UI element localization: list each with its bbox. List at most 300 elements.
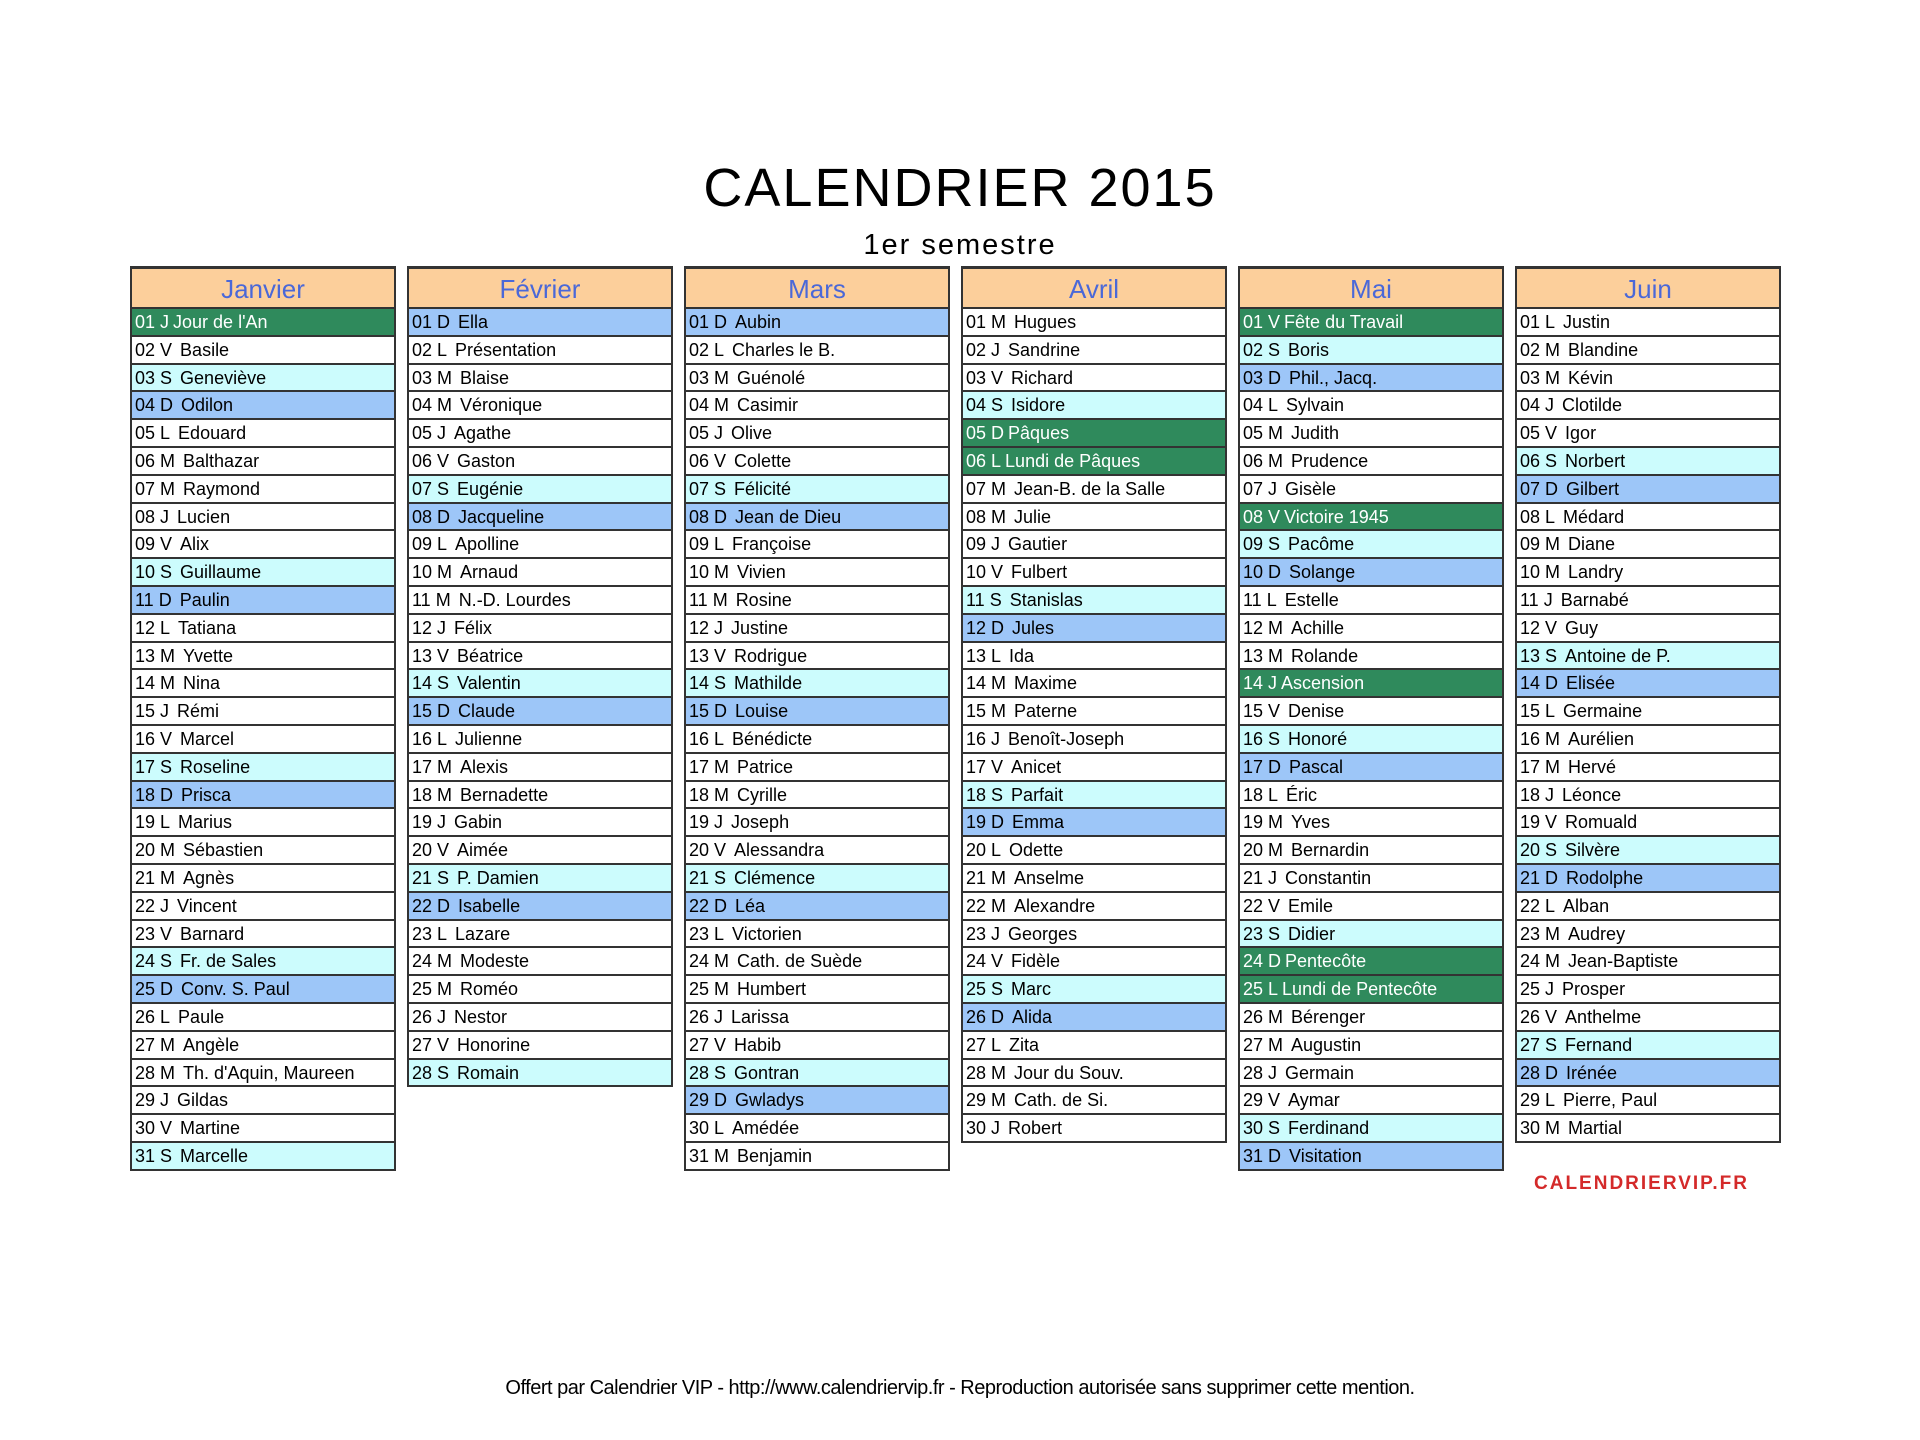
- day-saint-name: Romuald: [1565, 812, 1638, 833]
- day-row: [409, 921, 671, 949]
- day-saint-name: Jean-Baptiste: [1568, 951, 1679, 972]
- day-number: 04: [966, 395, 987, 416]
- day-row: [1517, 809, 1779, 837]
- day-saint-name: Bénédicte: [732, 728, 813, 749]
- day-saint-name: Guillaume: [180, 562, 262, 583]
- day-number: 13: [1520, 645, 1541, 666]
- day-number: 23: [966, 923, 987, 944]
- month-1: [407, 266, 673, 1087]
- day-saint-name: Mathilde: [734, 673, 803, 694]
- day-number: 18: [1520, 784, 1541, 805]
- day-row: [1240, 476, 1502, 504]
- day-saint-name: Félicité: [734, 478, 792, 499]
- day-saint-name: Th. d'Aquin, Maureen: [183, 1062, 355, 1083]
- day-weekday: S: [1268, 534, 1281, 555]
- day-weekday: L: [437, 534, 448, 555]
- day-row: [686, 643, 948, 671]
- day-row: [409, 559, 671, 587]
- day-row: [132, 309, 394, 337]
- day-number: 24: [135, 951, 156, 972]
- day-row: [132, 1060, 394, 1088]
- day-weekday: D: [714, 1090, 728, 1111]
- day-row: [1517, 1060, 1779, 1088]
- day-number: 28: [135, 1062, 156, 1083]
- day-weekday: S: [1545, 1034, 1558, 1055]
- day-row: [132, 1004, 394, 1032]
- day-saint-name: Sylvain: [1286, 395, 1345, 416]
- day-row: [409, 809, 671, 837]
- day-row: [409, 1032, 671, 1060]
- day-saint-name: Igor: [1565, 423, 1597, 444]
- day-saint-name: Rodolphe: [1566, 867, 1644, 888]
- day-weekday: S: [1268, 339, 1281, 360]
- day-saint-name: Médard: [1563, 506, 1625, 527]
- day-saint-name: Aurélien: [1568, 728, 1635, 749]
- day-number: 08: [412, 506, 433, 527]
- day-weekday: J: [1545, 395, 1555, 416]
- day-saint-name: Pierre, Paul: [1563, 1090, 1658, 1111]
- day-row: [963, 726, 1225, 754]
- day-number: 31: [689, 1145, 710, 1166]
- day-row: [1517, 1115, 1779, 1143]
- day-saint-name: Rodrigue: [734, 645, 808, 666]
- day-saint-name: Elisée: [1566, 673, 1616, 694]
- day-row: [1517, 1004, 1779, 1032]
- day-weekday: M: [160, 867, 176, 888]
- day-saint-name: Solange: [1289, 562, 1356, 583]
- day-weekday: M: [714, 951, 730, 972]
- day-number: 05: [1520, 423, 1541, 444]
- day-row: [409, 476, 671, 504]
- day-row: [132, 504, 394, 532]
- day-row: [1240, 754, 1502, 782]
- day-weekday: L: [1545, 1090, 1556, 1111]
- day-weekday: M: [1268, 645, 1284, 666]
- day-weekday: S: [1268, 728, 1281, 749]
- day-saint-name: Éric: [1286, 784, 1318, 805]
- day-row: [1240, 643, 1502, 671]
- day-weekday: J: [160, 312, 170, 332]
- day-weekday: M: [714, 979, 730, 1000]
- day-weekday: J: [160, 701, 170, 722]
- day-number: 27: [1243, 1034, 1264, 1055]
- day-row: [686, 420, 948, 448]
- day-row: [686, 1143, 948, 1171]
- day-weekday: M: [437, 395, 453, 416]
- day-number: 20: [1520, 840, 1541, 861]
- day-weekday: M: [437, 979, 453, 1000]
- day-weekday: L: [1268, 395, 1279, 416]
- day-saint-name: Patrice: [737, 756, 794, 777]
- day-number: 05: [689, 423, 710, 444]
- day-row: [963, 754, 1225, 782]
- day-row: [132, 337, 394, 365]
- day-number: 25: [1520, 979, 1541, 1000]
- day-number: 06: [1520, 450, 1541, 471]
- day-saint-name: N.-D. Lourdes: [458, 589, 571, 610]
- day-weekday: L: [714, 1118, 725, 1139]
- day-weekday: D: [714, 895, 728, 916]
- day-weekday: V: [160, 728, 173, 749]
- day-number: 18: [135, 784, 156, 805]
- day-number: 12: [412, 617, 433, 638]
- day-number: 20: [689, 840, 710, 861]
- day-weekday: V: [437, 840, 450, 861]
- day-number: 21: [689, 867, 710, 888]
- day-weekday: D: [437, 506, 451, 527]
- day-weekday: S: [714, 1062, 727, 1083]
- day-weekday: M: [160, 478, 176, 499]
- day-row: [1240, 893, 1502, 921]
- day-row: [686, 698, 948, 726]
- day-saint-name: Odette: [1009, 840, 1064, 861]
- day-saint-name: Pentecôte: [1285, 951, 1367, 972]
- day-saint-name: Geneviève: [180, 367, 267, 388]
- day-number: 11: [966, 589, 985, 610]
- day-number: 17: [966, 756, 987, 777]
- day-number: 22: [966, 895, 987, 916]
- day-weekday: L: [991, 645, 1002, 666]
- day-saint-name: Germaine: [1563, 701, 1643, 722]
- day-row: [686, 1032, 948, 1060]
- day-number: 11: [135, 589, 154, 610]
- day-saint-name: Benjamin: [737, 1145, 813, 1166]
- day-row: [686, 1115, 948, 1143]
- day-row: [1517, 1032, 1779, 1060]
- day-row: [686, 948, 948, 976]
- day-weekday: S: [991, 395, 1004, 416]
- day-weekday: J: [437, 1006, 447, 1027]
- day-weekday: S: [1545, 840, 1558, 861]
- day-row: [1517, 448, 1779, 476]
- day-saint-name: Jean de Dieu: [735, 506, 842, 527]
- day-number: 19: [966, 812, 987, 833]
- day-row: [963, 893, 1225, 921]
- day-saint-name: Jacqueline: [458, 506, 545, 527]
- day-saint-name: Guy: [1565, 617, 1599, 638]
- month-4: [1238, 266, 1504, 1171]
- month-2: [684, 266, 950, 1171]
- day-row: [1240, 615, 1502, 643]
- day-number: 27: [966, 1034, 987, 1055]
- day-saint-name: Habib: [734, 1034, 782, 1055]
- day-number: 31: [135, 1145, 156, 1166]
- day-saint-name: Odilon: [181, 395, 234, 416]
- day-weekday: V: [714, 450, 727, 471]
- day-row: [1240, 420, 1502, 448]
- day-number: 15: [1243, 701, 1264, 722]
- day-number: 19: [412, 812, 433, 833]
- day-row: [963, 531, 1225, 559]
- day-number: 11: [1243, 589, 1262, 610]
- day-row: [963, 1004, 1225, 1032]
- day-row: [963, 948, 1225, 976]
- day-saint-name: Félix: [454, 617, 493, 638]
- day-weekday: J: [991, 923, 1001, 944]
- day-saint-name: Angèle: [183, 1034, 240, 1055]
- day-number: 07: [689, 478, 710, 499]
- day-row: [132, 365, 394, 393]
- day-weekday: M: [714, 562, 730, 583]
- day-number: 13: [689, 645, 710, 666]
- day-number: 22: [412, 895, 433, 916]
- day-row: [1240, 921, 1502, 949]
- day-saint-name: Paterne: [1014, 701, 1078, 722]
- day-row: [686, 1060, 948, 1088]
- day-saint-name: Aubin: [735, 312, 782, 332]
- day-weekday: V: [160, 1118, 173, 1139]
- day-number: 11: [412, 589, 431, 610]
- day-weekday: V: [991, 756, 1004, 777]
- day-weekday: S: [1268, 923, 1281, 944]
- day-number: 21: [412, 867, 433, 888]
- day-row: [1517, 1087, 1779, 1115]
- day-saint-name: Martine: [180, 1118, 241, 1139]
- day-weekday: M: [1545, 728, 1561, 749]
- day-number: 02: [966, 339, 987, 360]
- day-number: 19: [135, 812, 156, 833]
- day-number: 04: [135, 395, 156, 416]
- day-saint-name: Benoît-Joseph: [1008, 728, 1125, 749]
- day-weekday: J: [714, 812, 724, 833]
- day-number: 10: [689, 562, 710, 583]
- day-weekday: S: [437, 867, 450, 888]
- day-saint-name: Stanislas: [1009, 589, 1083, 610]
- day-saint-name: Emile: [1288, 895, 1334, 916]
- day-row: [132, 615, 394, 643]
- day-saint-name: Blandine: [1568, 339, 1639, 360]
- day-weekday: V: [160, 923, 173, 944]
- day-saint-name: Bernadette: [460, 784, 549, 805]
- day-weekday: D: [437, 895, 451, 916]
- day-row: [1517, 615, 1779, 643]
- day-saint-name: Balthazar: [183, 450, 260, 471]
- day-number: 14: [1520, 673, 1541, 694]
- day-saint-name: Lazare: [455, 923, 511, 944]
- day-number: 23: [689, 923, 710, 944]
- day-saint-name: Marc: [1011, 979, 1052, 1000]
- day-weekday: M: [991, 867, 1007, 888]
- day-number: 26: [966, 1006, 987, 1027]
- day-row: [1517, 392, 1779, 420]
- day-row: [963, 559, 1225, 587]
- day-weekday: V: [1268, 1090, 1281, 1111]
- day-row: [963, 1087, 1225, 1115]
- day-saint-name: Charles le B.: [732, 339, 836, 360]
- day-row: [963, 921, 1225, 949]
- day-number: 27: [689, 1034, 710, 1055]
- day-row: [963, 587, 1225, 615]
- day-weekday: M: [437, 367, 453, 388]
- day-number: 26: [412, 1006, 433, 1027]
- day-row: [686, 670, 948, 698]
- day-number: 27: [135, 1034, 156, 1055]
- day-saint-name: Alexandre: [1014, 895, 1096, 916]
- day-weekday: V: [437, 1034, 450, 1055]
- day-saint-name: Aymar: [1288, 1090, 1340, 1111]
- day-weekday: M: [1545, 562, 1561, 583]
- day-saint-name: Norbert: [1565, 450, 1626, 471]
- day-weekday: D: [1545, 478, 1559, 499]
- day-number: 23: [1520, 923, 1541, 944]
- day-row: [1517, 948, 1779, 976]
- day-saint-name: Hugues: [1014, 312, 1077, 332]
- day-saint-name: Modeste: [460, 951, 530, 972]
- day-weekday: M: [437, 756, 453, 777]
- day-row: [409, 754, 671, 782]
- day-saint-name: Richard: [1011, 367, 1074, 388]
- day-weekday: J: [1545, 784, 1555, 805]
- day-number: 14: [966, 673, 987, 694]
- day-number: 18: [689, 784, 710, 805]
- day-saint-name: Guénolé: [737, 367, 806, 388]
- day-number: 12: [966, 617, 987, 638]
- day-weekday: M: [1545, 1118, 1561, 1139]
- day-weekday: M: [1545, 339, 1561, 360]
- day-number: 29: [1243, 1090, 1264, 1111]
- day-number: 16: [1520, 728, 1541, 749]
- day-saint-name: Bérenger: [1291, 1006, 1366, 1027]
- brand-logo-text: CALENDRIERVIP.FR: [1534, 1173, 1749, 1194]
- day-weekday: M: [1545, 534, 1561, 555]
- day-number: 26: [1243, 1006, 1264, 1027]
- day-weekday: M: [991, 478, 1007, 499]
- day-row: [132, 1143, 394, 1171]
- day-weekday: D: [1545, 673, 1559, 694]
- day-weekday: L: [1268, 784, 1279, 805]
- day-row: [963, 670, 1225, 698]
- day-number: 07: [135, 478, 156, 499]
- day-saint-name: Gautier: [1008, 534, 1068, 555]
- day-saint-name: Basile: [180, 339, 230, 360]
- day-number: 13: [135, 645, 156, 666]
- day-row: [1517, 587, 1779, 615]
- day-number: 11: [689, 589, 708, 610]
- day-number: 03: [1520, 367, 1541, 388]
- day-row: [963, 782, 1225, 810]
- day-weekday: M: [1545, 756, 1561, 777]
- day-row: [1517, 782, 1779, 810]
- day-number: 21: [135, 867, 156, 888]
- day-number: 29: [135, 1090, 156, 1111]
- day-row: [1517, 754, 1779, 782]
- day-saint-name: Roméo: [460, 979, 519, 1000]
- day-weekday: S: [714, 867, 727, 888]
- day-saint-name: Julie: [1014, 506, 1052, 527]
- day-row: [1517, 420, 1779, 448]
- day-row: [132, 1087, 394, 1115]
- day-row: [132, 754, 394, 782]
- day-weekday: J: [991, 728, 1001, 749]
- day-saint-name: Alessandra: [734, 840, 825, 861]
- day-number: 29: [1520, 1090, 1541, 1111]
- day-saint-name: Béatrice: [457, 645, 524, 666]
- day-number: 15: [689, 701, 710, 722]
- day-number: 23: [1243, 923, 1264, 944]
- day-row: [1517, 531, 1779, 559]
- day-row: [132, 837, 394, 865]
- day-weekday: V: [160, 339, 173, 360]
- day-row: [1517, 670, 1779, 698]
- day-weekday: V: [1268, 895, 1281, 916]
- day-row: [1240, 809, 1502, 837]
- day-row: [132, 587, 394, 615]
- day-weekday: J: [991, 339, 1001, 360]
- day-number: 10: [1520, 562, 1541, 583]
- day-weekday: J: [1268, 867, 1278, 888]
- day-saint-name: Lundi de Pâques: [1005, 450, 1141, 471]
- day-row: [1240, 448, 1502, 476]
- day-row: [132, 865, 394, 893]
- day-number: 02: [412, 339, 433, 360]
- day-weekday: V: [1268, 506, 1281, 527]
- day-saint-name: Jour du Souv.: [1014, 1062, 1124, 1083]
- day-row: [1517, 976, 1779, 1004]
- day-row: [132, 531, 394, 559]
- month-header: Avril: [963, 269, 1225, 309]
- day-number: 31: [1243, 1145, 1264, 1166]
- day-weekday: L: [1545, 312, 1556, 332]
- day-saint-name: Didier: [1288, 923, 1336, 944]
- day-row: [132, 1032, 394, 1060]
- day-number: 24: [1243, 951, 1264, 972]
- day-weekday: M: [991, 1062, 1007, 1083]
- day-weekday: V: [714, 1034, 727, 1055]
- day-number: 01: [1520, 312, 1541, 332]
- day-saint-name: Sandrine: [1008, 339, 1081, 360]
- day-row: [1240, 976, 1502, 1004]
- day-saint-name: Alban: [1563, 895, 1610, 916]
- day-number: 16: [689, 728, 710, 749]
- day-saint-name: Olive: [731, 423, 773, 444]
- day-number: 26: [1520, 1006, 1541, 1027]
- day-number: 12: [1520, 617, 1541, 638]
- day-number: 08: [135, 506, 156, 527]
- day-saint-name: Audrey: [1568, 923, 1626, 944]
- day-number: 17: [135, 756, 156, 777]
- page-title: CALENDRIER 2015: [703, 158, 1217, 218]
- day-weekday: S: [1268, 1118, 1281, 1139]
- day-weekday: D: [714, 701, 728, 722]
- day-weekday: J: [714, 617, 724, 638]
- day-number: 25: [966, 979, 987, 1000]
- day-row: [1240, 865, 1502, 893]
- day-row: [409, 309, 671, 337]
- day-number: 28: [689, 1062, 710, 1083]
- day-saint-name: Fernand: [1565, 1034, 1633, 1055]
- day-weekday: S: [989, 589, 1002, 610]
- day-saint-name: Prudence: [1291, 450, 1369, 471]
- day-saint-name: Amédée: [732, 1118, 800, 1139]
- day-weekday: D: [1268, 367, 1282, 388]
- day-saint-name: Yvette: [183, 645, 234, 666]
- day-weekday: M: [1268, 1034, 1284, 1055]
- day-saint-name: Rolande: [1291, 645, 1359, 666]
- day-number: 25: [1243, 979, 1264, 1000]
- day-saint-name: Justine: [731, 617, 789, 638]
- day-weekday: S: [160, 367, 173, 388]
- day-row: [1240, 309, 1502, 337]
- day-row: [132, 948, 394, 976]
- day-number: 22: [689, 895, 710, 916]
- day-weekday: V: [1545, 617, 1558, 638]
- day-weekday: L: [437, 923, 448, 944]
- day-number: 13: [1243, 645, 1264, 666]
- day-weekday: M: [437, 951, 453, 972]
- day-saint-name: Robert: [1008, 1118, 1063, 1139]
- day-row: [132, 476, 394, 504]
- day-saint-name: Irénée: [1566, 1062, 1618, 1083]
